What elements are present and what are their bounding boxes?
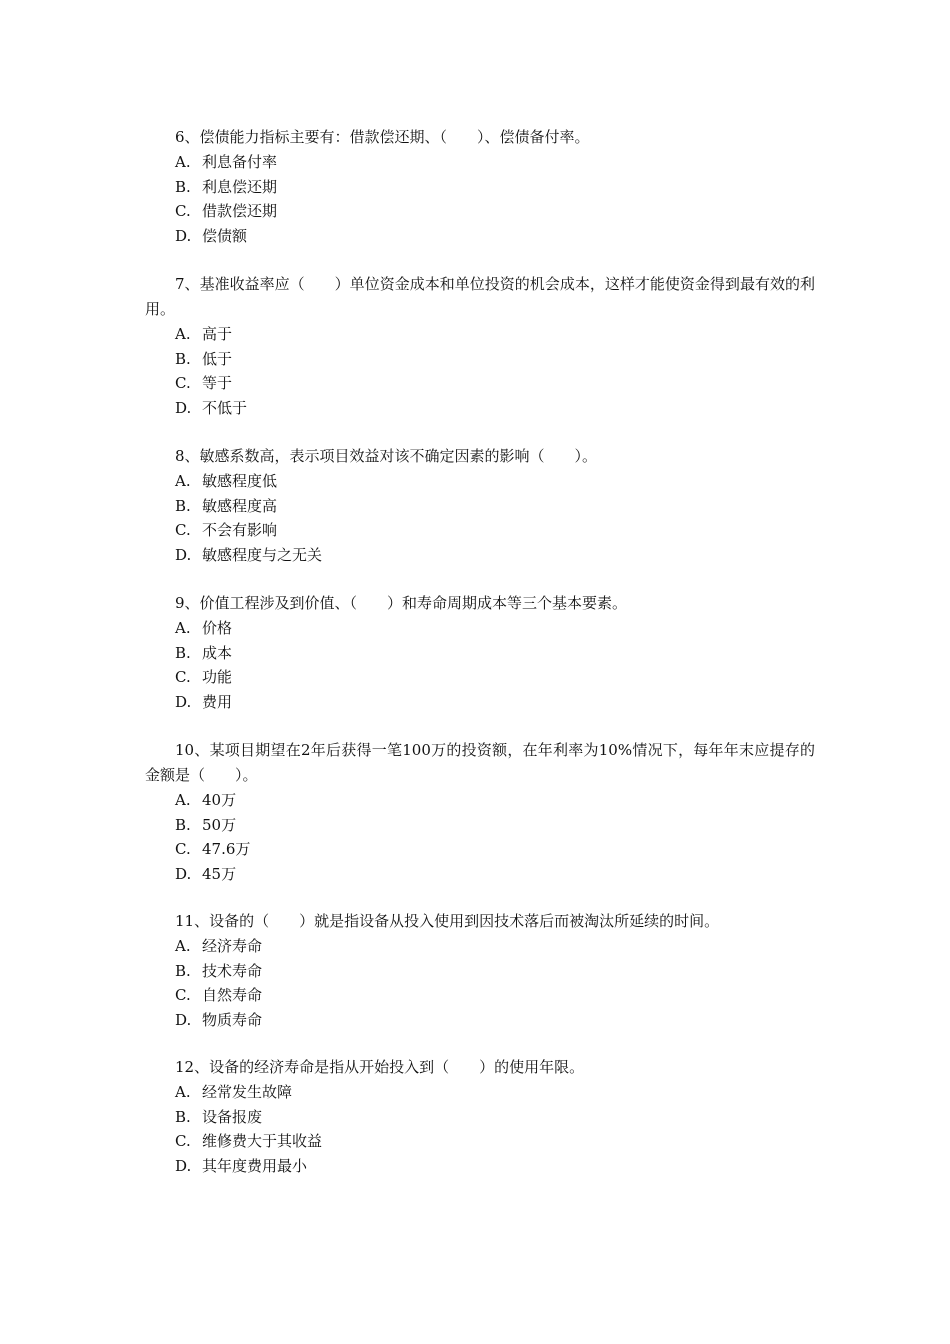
option-d <box>145 396 815 421</box>
option-letter: B. <box>175 1107 191 1126</box>
question-stem: 12、设备的经济寿命是指从开始投入到（ ）的使用年限。 <box>175 1058 585 1076</box>
option-c <box>145 665 815 690</box>
option-letter: D. <box>175 546 192 565</box>
option-letter: B. <box>175 349 191 368</box>
option-letter: D. <box>175 865 192 884</box>
question-stem: 10、某项目期望在2年后获得一笔100万的投资额，在年利率为10%情况下，每年年末应提存的金额是（ ）。 <box>145 741 815 784</box>
option-text: 低于 <box>202 349 233 368</box>
option-text: 维修费大于其收益 <box>202 1132 323 1151</box>
question-7 <box>145 272 815 421</box>
option-a <box>145 616 815 641</box>
option-c <box>145 1129 815 1154</box>
question-12 <box>145 1055 815 1179</box>
option-letter: D. <box>175 1011 192 1030</box>
option-b <box>145 813 815 838</box>
option-letter: C. <box>175 986 191 1005</box>
option-text: 敏感程度低 <box>202 472 278 490</box>
option-d <box>145 1154 815 1179</box>
question-8 <box>145 444 815 568</box>
option-c <box>145 837 815 862</box>
option-letter: C. <box>175 840 191 859</box>
option-d <box>145 1008 815 1033</box>
question-6 <box>145 125 815 249</box>
option-letter: A. <box>175 325 191 343</box>
option-letter: C. <box>175 668 191 687</box>
option-text: 成本 <box>202 643 233 662</box>
option-letter: B. <box>175 643 191 662</box>
question-stem: 7、基准收益率应（ ）单位资金成本和单位投资的机会成本，这样才能使资金得到最有效的利用。 <box>145 275 815 318</box>
option-letter: A. <box>175 937 191 955</box>
option-a <box>145 1080 815 1105</box>
option-c <box>145 199 815 224</box>
option-text: 自然寿命 <box>202 986 263 1005</box>
question-stem: 8、敏感系数高，表示项目效益对该不确定因素的影响（ ）。 <box>175 447 598 465</box>
option-list <box>145 322 815 421</box>
option-letter: D. <box>175 1157 192 1176</box>
option-text: 技术寿命 <box>202 961 263 980</box>
option-letter: B. <box>175 496 191 515</box>
option-letter: C. <box>175 202 191 221</box>
option-letter: B. <box>175 961 191 980</box>
option-d <box>145 862 815 887</box>
option-c <box>145 371 815 396</box>
option-list <box>145 1080 815 1179</box>
option-letter: C. <box>175 374 191 393</box>
option-letter: D. <box>175 693 192 712</box>
option-a <box>145 322 815 347</box>
option-b <box>145 1105 815 1130</box>
option-c <box>145 983 815 1008</box>
option-d <box>145 690 815 715</box>
option-text: 设备报废 <box>202 1107 263 1126</box>
option-letter: C. <box>175 1132 191 1151</box>
option-text: 不会有影响 <box>202 521 278 540</box>
option-letter: D. <box>175 399 192 418</box>
option-a <box>145 788 815 813</box>
question-10 <box>145 738 815 887</box>
option-text: 价格 <box>202 619 233 637</box>
option-text: 借款偿还期 <box>202 202 278 221</box>
option-letter: A. <box>175 619 191 637</box>
option-letter: B. <box>175 177 191 196</box>
option-text: 敏感程度高 <box>202 496 278 515</box>
option-b <box>145 494 815 519</box>
question-stem: 11、设备的（ ）就是指设备从投入使用到因技术落后而被淘汰所延续的时间。 <box>175 912 720 930</box>
option-b <box>145 175 815 200</box>
option-text: 高于 <box>202 325 233 343</box>
option-text: 45万 <box>202 865 237 884</box>
option-letter: A. <box>175 153 191 171</box>
option-text: 等于 <box>202 374 233 393</box>
option-text: 物质寿命 <box>202 1011 263 1030</box>
option-b <box>145 959 815 984</box>
option-text: 40万 <box>202 791 237 809</box>
option-text: 经常发生故障 <box>202 1083 293 1101</box>
option-a <box>145 934 815 959</box>
question-9 <box>145 591 815 715</box>
option-letter: B. <box>175 815 191 834</box>
option-letter: A. <box>175 791 191 809</box>
option-text: 敏感程度与之无关 <box>202 546 323 565</box>
option-text: 47.6万 <box>202 840 251 859</box>
option-text: 其年度费用最小 <box>202 1157 308 1176</box>
option-b <box>145 347 815 372</box>
option-a <box>145 469 815 494</box>
option-d <box>145 543 815 568</box>
option-text: 50万 <box>202 815 237 834</box>
option-text: 经济寿命 <box>202 937 263 955</box>
option-list <box>145 934 815 1033</box>
question-stem: 9、价值工程涉及到价值、（ ）和寿命周期成本等三个基本要素。 <box>175 594 628 612</box>
option-d <box>145 224 815 249</box>
option-list <box>145 788 815 887</box>
option-letter: A. <box>175 1083 191 1101</box>
option-text: 费用 <box>202 693 233 712</box>
option-list <box>145 469 815 568</box>
option-list <box>145 616 815 715</box>
option-text: 利息备付率 <box>202 153 278 171</box>
option-letter: C. <box>175 521 191 540</box>
option-c <box>145 518 815 543</box>
option-a <box>145 150 815 175</box>
option-text: 不低于 <box>202 399 248 418</box>
option-b <box>145 641 815 666</box>
option-text: 功能 <box>202 668 233 687</box>
option-letter: A. <box>175 472 191 490</box>
option-text: 偿债额 <box>202 227 248 246</box>
option-list <box>145 150 815 249</box>
question-11 <box>145 909 815 1033</box>
option-text: 利息偿还期 <box>202 177 278 196</box>
option-letter: D. <box>175 227 192 246</box>
question-stem: 6、偿债能力指标主要有：借款偿还期、（ ）、偿债备付率。 <box>175 128 590 146</box>
